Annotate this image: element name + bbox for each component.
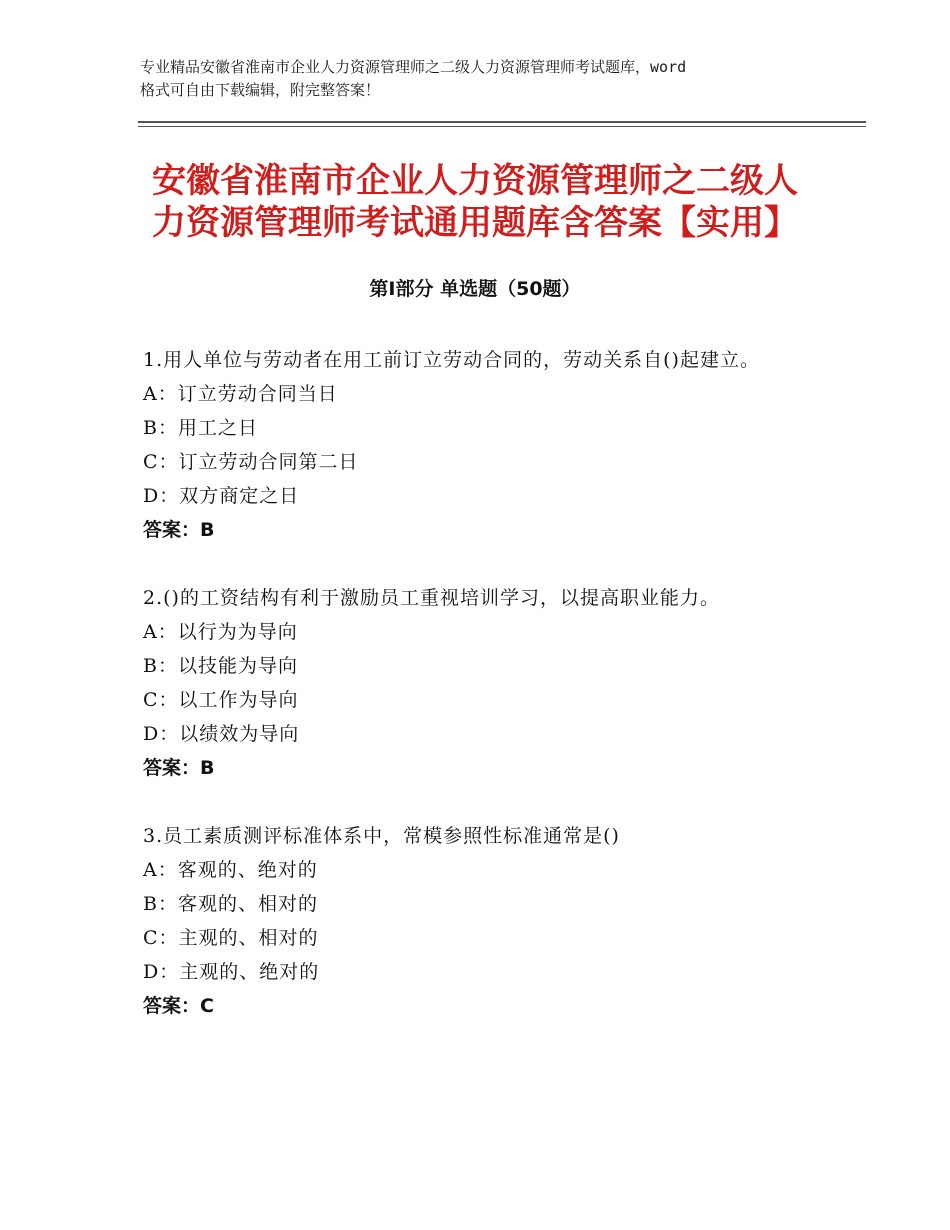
option-d: D：以绩效为导向 xyxy=(143,723,300,745)
option-a: A：订立劳动合同当日 xyxy=(143,383,338,405)
option-c: C：以工作为导向 xyxy=(143,689,299,711)
header-note xyxy=(140,56,830,102)
question-stem: 1.用人单位与劳动者在用工前订立劳动合同的，劳动关系自()起建立。 xyxy=(143,349,760,371)
question-stem: 3.员工素质测评标准体系中，常模参照性标准通常是() xyxy=(143,825,620,847)
question-2 xyxy=(143,581,803,785)
question-stem: 2.()的工资结构有利于激励员工重视培训学习，以提高职业能力。 xyxy=(143,587,720,609)
answer-label: 答案：C xyxy=(143,995,214,1017)
option-c: C：订立劳动合同第二日 xyxy=(143,451,359,473)
question-list xyxy=(143,343,803,1057)
option-b: B：用工之日 xyxy=(143,417,258,439)
option-b: B：客观的、相对的 xyxy=(143,893,318,915)
option-d: D：双方商定之日 xyxy=(143,485,300,507)
header-note-line-2: 格式可自由下载编辑，附完整答案！ xyxy=(140,81,381,99)
document-title-line-1: 安徽省淮南市企业人力资源管理师之二级人 xyxy=(152,161,798,201)
option-c: C：主观的、相对的 xyxy=(143,927,319,949)
document-title-line-2: 力资源管理师考试通用题库含答案【实用】 xyxy=(152,203,798,243)
header-divider-thick xyxy=(138,121,866,123)
option-a: A：客观的、绝对的 xyxy=(143,859,318,881)
answer-label: 答案：B xyxy=(143,519,215,541)
header-divider-thin xyxy=(138,126,866,127)
option-a: A：以行为为导向 xyxy=(143,621,298,643)
option-b: B：以技能为导向 xyxy=(143,655,298,677)
question-3 xyxy=(143,819,803,1023)
header-note-line-1: 专业精品安徽省淮南市企业人力资源管理师之二级人力资源管理师考试题库，word xyxy=(140,58,687,76)
question-1 xyxy=(143,343,803,547)
option-d: D：主观的、绝对的 xyxy=(143,961,320,983)
answer-label: 答案：B xyxy=(143,757,215,779)
section-heading: 第Ⅰ部分 单选题（50题） xyxy=(369,278,581,300)
document-title xyxy=(152,160,842,244)
